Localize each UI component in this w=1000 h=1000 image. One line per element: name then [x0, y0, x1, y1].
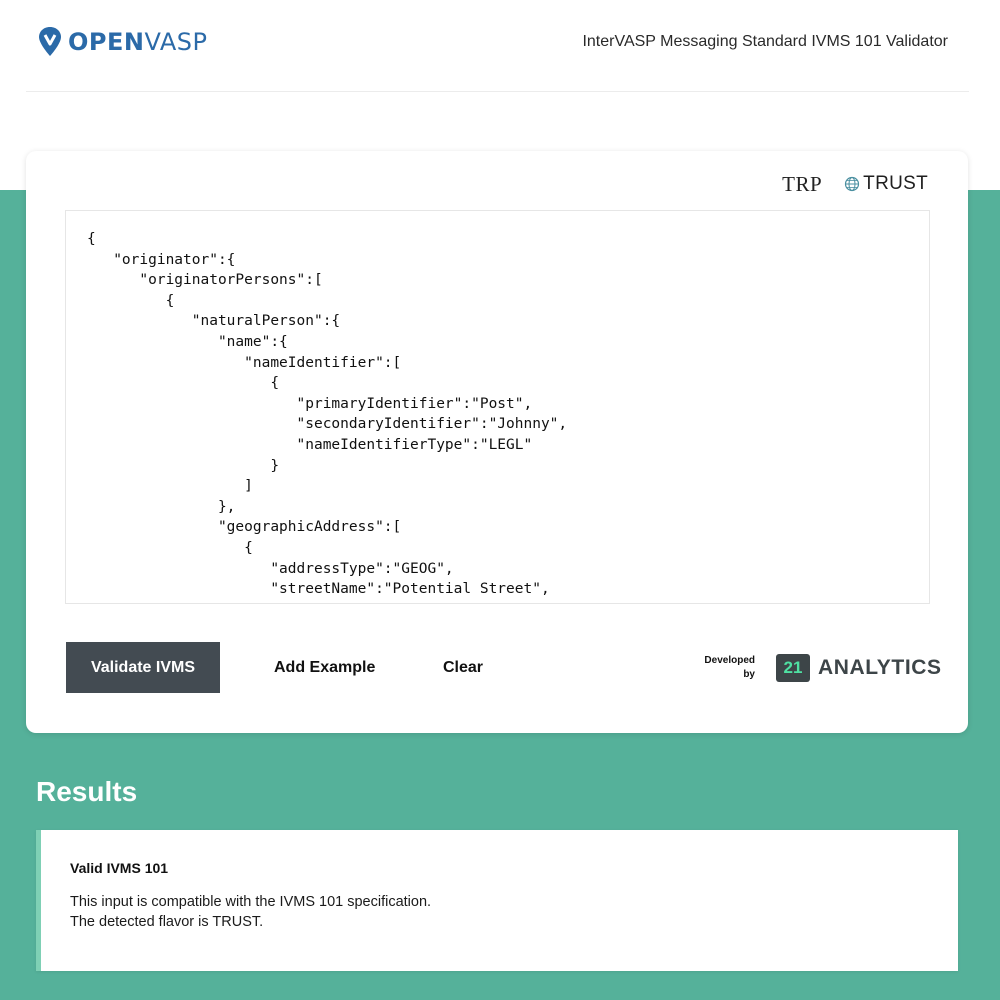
editor-content[interactable]: { "originator":{ "originatorPersons":[ { "naturalPerson":{ "name":{ "nameIdentifier":[ { "primaryIdentifier":"Post", "secondaryIdentifier":"Johnny", "nameIdentifierType":"LEGL" } ] }, "geographicAddress":[ { "addressType":"GEOG", "streetName":"Potential Street", — [87, 231, 568, 598]
header-divider — [26, 91, 969, 92]
trp-logo: TRP — [782, 171, 823, 196]
result-message-line: This input is compatible with the IVMS 101 specification. — [70, 894, 432, 910]
openvasp-logo[interactable] — [38, 26, 208, 58]
trust-globe-icon — [844, 176, 860, 192]
clear-button[interactable]: Clear — [443, 642, 483, 693]
results-heading: Results — [36, 776, 138, 807]
validate-ivms-button[interactable]: Validate IVMS — [66, 642, 220, 693]
page-title: InterVASP Messaging Standard IVMS 101 Validator — [582, 33, 948, 50]
21-badge: 21 — [776, 654, 810, 682]
result-status-title: Valid IVMS 101 — [70, 860, 169, 876]
developed-text: Developed — [704, 655, 755, 666]
by-text: by — [743, 669, 755, 680]
flavor-logos — [782, 173, 928, 195]
trust-logo: TRUST — [844, 173, 928, 195]
validator-card — [26, 151, 968, 733]
site-header — [0, 0, 1000, 92]
analytics-wordmark: ANALYTICS — [818, 656, 942, 679]
developed-by-label — [685, 654, 755, 682]
ivms-json-editor[interactable] — [65, 210, 930, 604]
result-panel — [36, 830, 958, 971]
logo-wordmark: OPENVASP — [68, 28, 208, 56]
add-example-button[interactable]: Add Example — [274, 642, 375, 693]
21-analytics-logo[interactable] — [776, 654, 942, 682]
result-flavor-line: The detected flavor is TRUST. — [70, 914, 264, 930]
openvasp-mark-icon — [38, 26, 62, 58]
